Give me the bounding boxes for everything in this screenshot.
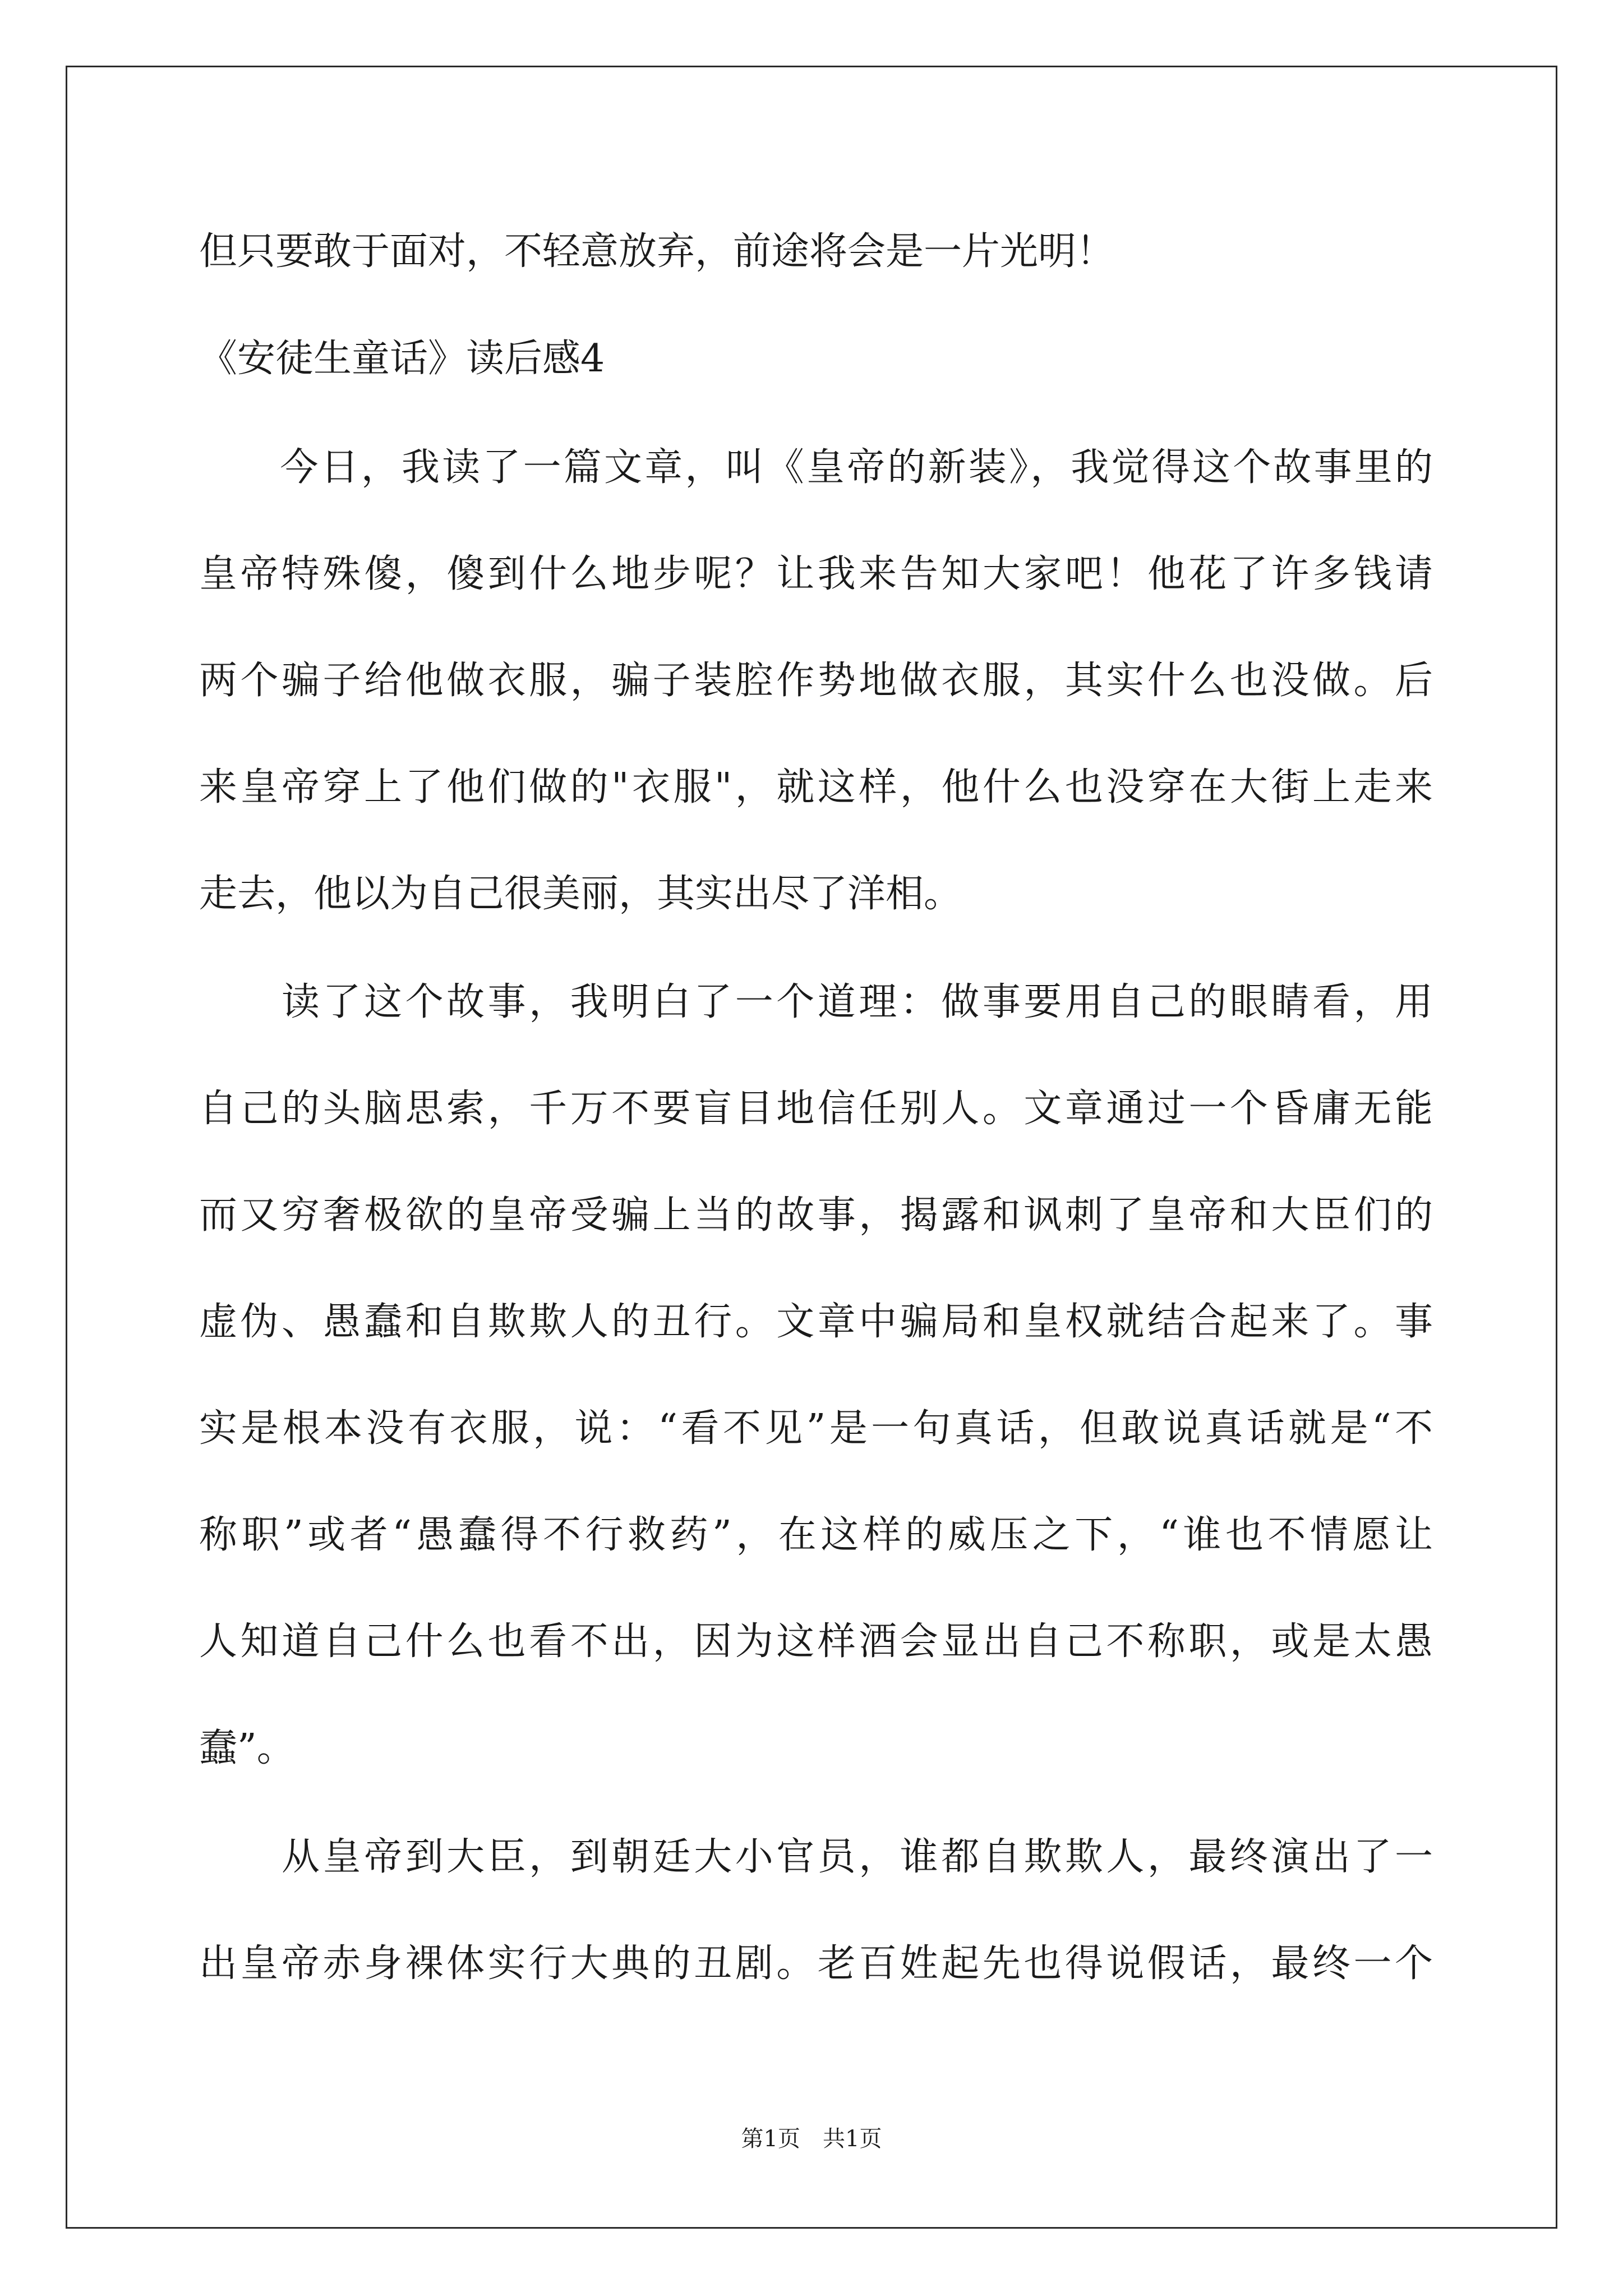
section-heading: 《安徒生童话》读后感4: [199, 337, 605, 381]
text-line-15: 蠢”。: [199, 1726, 295, 1770]
text-line-5: 两个骗子给他做衣服，骗子装腔作势地做衣服，其实什么也没做。后: [199, 659, 1433, 703]
page-number-footer: 第1页 共1页: [741, 2126, 882, 2152]
text-line-4: 皇帝特殊傻，傻到什么地步呢？让我来告知大家吧！他花了许多钱请: [199, 552, 1433, 596]
text-line-3: 今日，我读了一篇文章，叫《皇帝的新装》，我觉得这个故事里的: [199, 445, 1433, 490]
text-line-1: 但只要敢于面对，不轻意放弃，前途将会是一片光明！: [199, 229, 1115, 274]
text-line-9: 自己的头脑思索，千万不要盲目地信任别人。文章通过一个昏庸无能: [199, 1087, 1433, 1131]
text-line-17: 出皇帝赤身裸体实行大典的丑剧。老百姓起先也得说假话，最终一个: [199, 1941, 1433, 1986]
text-line-11: 虚伪、愚蠢和自欺欺人的丑行。文章中骗局和皇权就结合起来了。事: [199, 1300, 1433, 1344]
text-line-6: 来皇帝穿上了他们做的"衣服"，就这样，他什么也没穿在大街上走来: [199, 765, 1433, 809]
text-line-10: 而又穷奢极欲的皇帝受骗上当的故事，揭露和讽刺了皇帝和大臣们的: [199, 1193, 1433, 1237]
text-line-7: 走去，他以为自己很美丽，其实出尽了洋相。: [199, 872, 962, 916]
text-line-8: 读了这个故事，我明白了一个道理：做事要用自己的眼睛看，用: [199, 980, 1433, 1024]
text-line-14: 人知道自己什么也看不出，因为这样酒会显出自己不称职，或是太愚: [199, 1619, 1433, 1664]
text-line-13: 称职”或者“愚蠢得不行救药”，在这样的威压之下，“谁也不情愿让: [199, 1513, 1433, 1557]
text-line-12: 实是根本没有衣服，说：“看不见”是一句真话，但敢说真话就是“不: [199, 1406, 1433, 1451]
page-frame: [66, 66, 1557, 2229]
text-line-16: 从皇帝到大臣，到朝廷大小官员，谁都自欺欺人，最终演出了一: [199, 1835, 1433, 1879]
